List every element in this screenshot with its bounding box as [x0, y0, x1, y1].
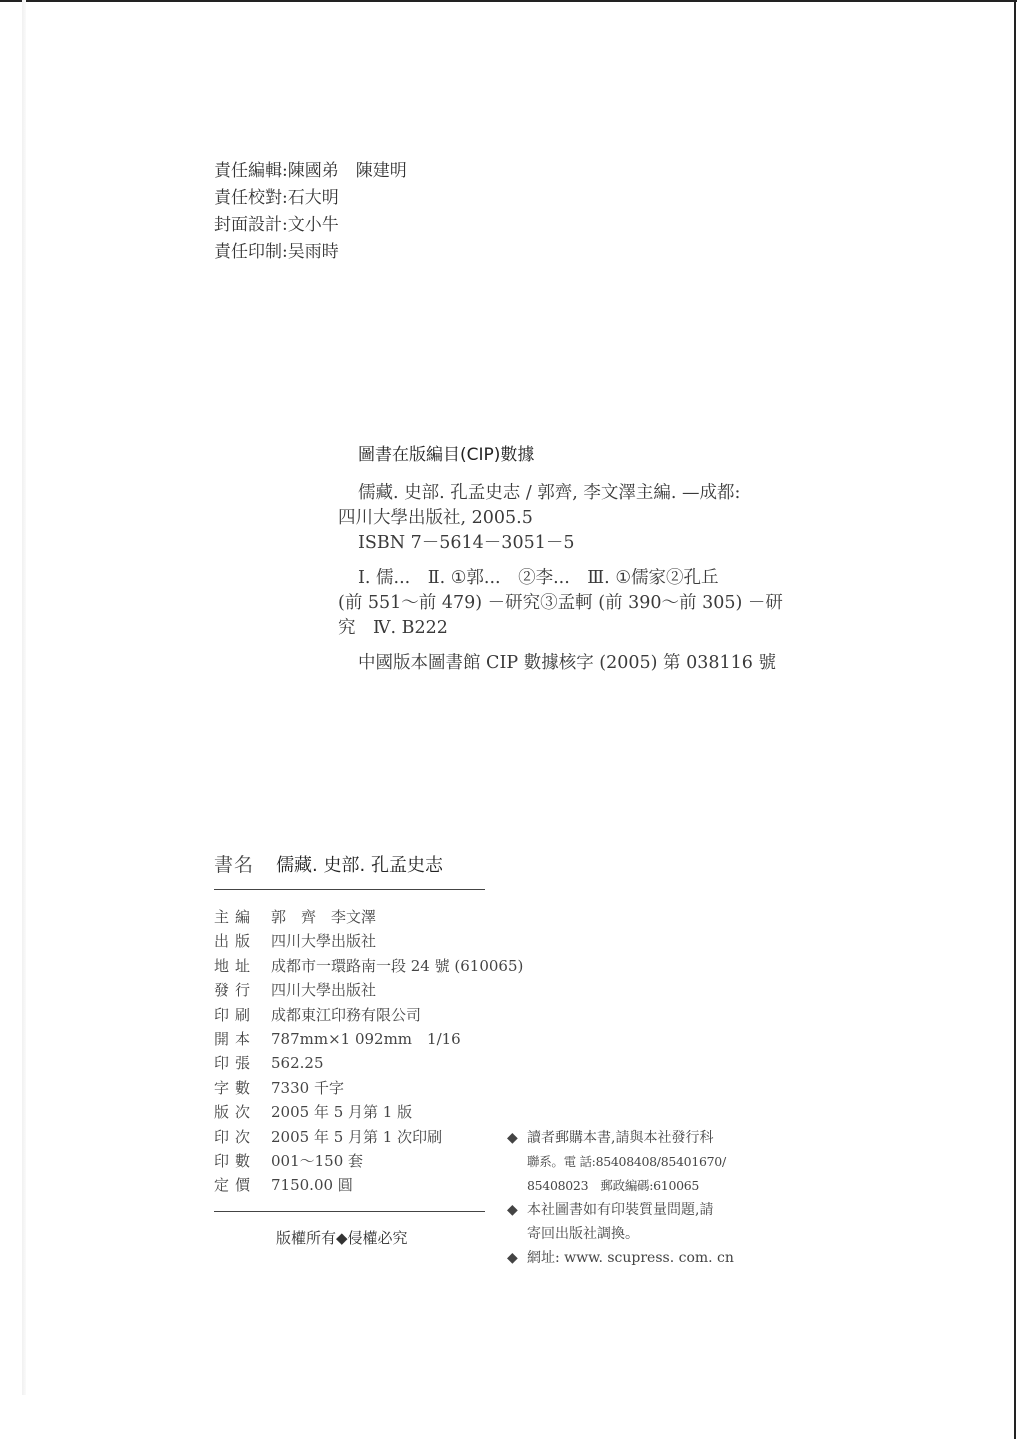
website-link[interactable]: 網址: www. scupress. com. cn [527, 1250, 734, 1266]
credits-block [214, 158, 407, 266]
detail-value: 7330 千字 [271, 1078, 344, 1097]
credit-value: 文小牛 [287, 215, 339, 235]
detail-label: 開本 [214, 1030, 257, 1049]
detail-row [214, 1076, 523, 1100]
page-edge-left [22, 0, 26, 1395]
credit-printing [214, 239, 407, 266]
detail-label: 印張 [214, 1054, 257, 1073]
divider [214, 1211, 485, 1212]
cip-classification-line: (前 551～前 479) －研究③孟軻 (前 390～前 305) －研 [338, 593, 783, 613]
detail-row [214, 1125, 523, 1149]
detail-value: 787mm×1 092mm 1/16 [271, 1030, 461, 1049]
credit-label: 責任校對 [214, 188, 282, 208]
credit-label: 責任印制 [214, 242, 282, 262]
detail-row [214, 1100, 523, 1124]
detail-row [214, 954, 523, 978]
detail-label: 定價 [214, 1176, 257, 1195]
detail-label: 出版 [214, 932, 257, 951]
credit-value: 吴雨時 [287, 242, 339, 262]
cip-block [338, 440, 858, 676]
cip-classification-line: Ⅰ. 儒... Ⅱ. ①郭... ②李... Ⅲ. ①儒家②孔丘 [358, 568, 719, 588]
detail-value: 成都市一環路南一段 24 號 (610065) [271, 956, 524, 975]
cip-publisher-line: 四川大學出版社, 2005.5 [338, 508, 533, 528]
credit-label: 責任編輯 [214, 161, 282, 181]
book-title-row [214, 850, 443, 877]
credit-separator: : [282, 188, 288, 208]
diamond-bullet-icon: ◆ [507, 1250, 518, 1266]
diamond-bullet-icon: ◆ [507, 1202, 518, 1218]
cip-number: 中國版本圖書館 CIP 數據核字 (2005) 第 038116 號 [358, 653, 776, 673]
publication-details [214, 905, 523, 1198]
credit-label: 封面設計 [214, 215, 282, 235]
detail-row [214, 1003, 523, 1027]
credit-separator: : [282, 161, 288, 181]
cip-classification-line: 究 Ⅳ. B222 [338, 618, 448, 638]
detail-label: 字數 [214, 1078, 257, 1097]
detail-value: 2005 年 5 月第 1 次印刷 [271, 1127, 443, 1146]
detail-value: 郭 齊 李文澤 [271, 908, 377, 926]
detail-value: 7150.00 圓 [271, 1176, 353, 1195]
page-border-top [0, 0, 1017, 2]
detail-row [214, 905, 523, 929]
credit-value: 石大明 [287, 188, 339, 208]
detail-label: 印次 [214, 1127, 257, 1146]
divider [214, 889, 485, 890]
detail-value: 四川大學出版社 [271, 932, 377, 951]
detail-value: 001～150 套 [271, 1152, 364, 1171]
cip-isbn: ISBN 7－5614－3051－5 [358, 533, 575, 553]
credit-editor [214, 158, 407, 185]
cip-bibliographic-line: 儒藏. 史部. 孔孟史志 / 郭齊, 李文澤主編. —成都: [358, 483, 741, 503]
detail-row [214, 1027, 523, 1051]
detail-value: 2005 年 5 月第 1 版 [271, 1103, 413, 1122]
credit-separator: : [282, 242, 288, 262]
note-line: 85408023 郵政編碼:610065 [527, 1178, 700, 1193]
detail-value: 成都東江印務有限公司 [271, 1005, 422, 1024]
copyright-notice: 版權所有◆侵權必究 [276, 1229, 408, 1247]
note-line: 讀者郵購本書,請與本社發行科 [527, 1130, 714, 1146]
note-line: 本社圖書如有印裝質量問題,請 [527, 1202, 714, 1218]
detail-row [214, 1051, 523, 1075]
diamond-bullet-icon: ◆ [507, 1130, 518, 1146]
detail-value: 四川大學出版社 [271, 981, 377, 1000]
note-defects [507, 1198, 757, 1246]
detail-label: 主編 [214, 908, 257, 926]
note-line: 聯系。電 話:85408408/85401670/ [527, 1154, 726, 1169]
detail-label: 地址 [214, 956, 257, 975]
detail-label: 印數 [214, 1152, 257, 1171]
note-website [507, 1246, 757, 1270]
reader-notes [507, 1126, 757, 1270]
book-title: 儒藏. 史部. 孔孟史志 [276, 855, 443, 876]
note-mail-order [507, 1126, 757, 1198]
credit-proofreader [214, 185, 407, 212]
detail-label: 版次 [214, 1103, 257, 1122]
credit-separator: : [282, 215, 288, 235]
book-title-label: 書名 [214, 854, 255, 876]
credit-cover-design [214, 212, 407, 239]
detail-row [214, 1173, 523, 1197]
detail-value: 562.25 [271, 1054, 324, 1073]
page-border-right [1014, 0, 1016, 1439]
detail-label: 印刷 [214, 1005, 257, 1024]
detail-row [214, 1149, 523, 1173]
note-line: 寄回出版社調換。 [527, 1226, 639, 1242]
cip-title: 圖書在版編目(CIP)數據 [358, 445, 535, 465]
detail-row [214, 978, 523, 1002]
detail-label: 發行 [214, 981, 257, 1000]
credit-value: 陳國弟 陳建明 [287, 161, 407, 181]
detail-row [214, 929, 523, 953]
